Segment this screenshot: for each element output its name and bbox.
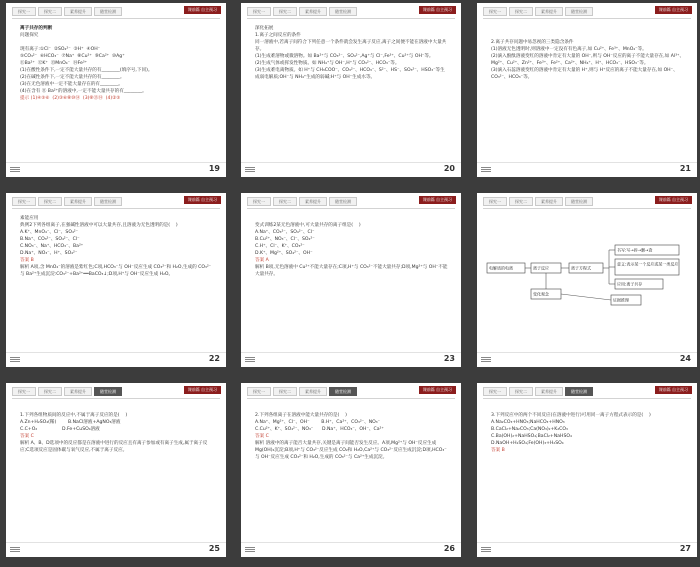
page-number: 26 [443,544,455,553]
content-line: (3)滴入石蕊溶液变红的溶液中肯定有大量的 H⁺,则与 H⁺反应的离子不能大量存在,如 OH⁻、CO₃²⁻、HCO₃⁻等。 [491,68,678,80]
content-line: 3.下列反应中的两个不同反应(在溶液中进行)可用同一离子方程式表示的是( ) [491,413,651,418]
content-line: (4)在含有 ⑪ Ba²⁺的溶液中,一定不能大量共存的有________。 [20,89,147,94]
content-line: 解析 B项,无色溶液中 Cu²⁺不能大量存在;C项,H⁺与 CO₃²⁻不能大量共存;D项,Mg²⁺与 OH⁻不能大量共存。 [255,265,448,277]
content-line: 同一溶液中,若离子间符合下列任意一个条件就会发生离子反应,离子之间便不能在溶液中大量共存。 [255,40,447,52]
slide-thumbnail[interactable] [6,383,226,557]
tab-0[interactable]: 探究一 [12,197,36,206]
content-line: 素能应用 [20,216,39,221]
tab-3[interactable]: 随堂检测 [565,7,593,16]
slide-footer [477,542,697,557]
tab-1[interactable]: 探究二 [273,7,297,16]
tab-1[interactable]: 探究二 [38,197,62,206]
content-line: 解析 A项,含 MnO₄⁻的溶液是紫红色;C项,HCO₃⁻与 OH⁻反应生成 CO₃²⁻和 H₂O,生成的 CO₃²⁻与 Ba²⁺生成沉淀:CO₃²⁻+Ba²⁺══BaCO₃↓;D项,H⁺与 OH⁻反应生成 H₂O。 [20,265,212,277]
tab-2[interactable]: 素养提升 [535,7,563,16]
menu-icon[interactable] [10,546,20,553]
slide-nav-tabs [483,387,593,396]
content-line: (2)在碱性条件下,一定不能大量共存的有________。 [20,75,125,80]
page-number: 20 [443,164,455,173]
content-line: 深化拓展 [255,26,274,31]
concept-node-label: 离子反应 [533,265,549,271]
tab-1[interactable]: 探究二 [509,7,533,16]
content-line: C.Ba(OH)₂+NaHSO₄;BaCl₂+NaHSO₄ [491,434,572,439]
content-line: A.Na⁺、Mg²⁺、Cl⁻、OH⁻ B.H⁺、Ca²⁺、CO₃²⁻、NO₃⁻ [255,420,381,425]
divider [247,398,455,399]
menu-icon[interactable] [481,546,491,553]
divider [483,398,691,399]
content-line: B.Cu²⁺、NO₃⁻、Cl⁻、SO₄²⁻ [255,237,315,242]
content-line: (3)在无色溶液中一定不能大量存在的有________。 [20,82,123,87]
content-line: C.H⁺、Cl⁻、K⁺、CO₃²⁻ [255,244,305,249]
slide-footer [6,542,226,557]
concept-node-label: 离子方程式 [571,265,591,271]
content-line: A.Zn+H₂SO₄(稀) B.NaCl溶液+AgNO₃溶液 [20,420,121,425]
tab-0[interactable]: 探究一 [483,7,507,16]
content-line: D.NaOH+H₂SO₄;Fe(OH)₃+H₂SO₄ [491,441,564,446]
slide-content [255,25,449,159]
slide-content [255,405,449,539]
content-line: (1)在酸性条件下,一定不能大量共存的有________(填序号,下同)。 [20,68,153,73]
content-line: B.CaCl₂+Na₂CO₃;Ca(NO₃)₂+K₂CO₃ [491,427,568,432]
slide-content [20,215,214,349]
section-badge: 课前篇 自主预习 [655,386,692,394]
slide-thumbnail[interactable] [6,193,226,367]
content-line: (2)滴入酚酞溶液变红的溶液中肯定有大量的 OH⁻,则与 OH⁻反应的离子不能大量存在,如 Al³⁺、Mg²⁺、Cu²⁺、Zn²⁺、Fe³⁺、Fe²⁺、Ca²⁺、NH₄⁺、H⁺、HCO₃⁻、HSO₃⁻等。 [491,54,685,66]
slide-thumbnail[interactable] [241,193,461,367]
page-number: 22 [208,354,220,363]
content-line: 答案 C [20,434,34,439]
slide-footer [6,162,226,177]
tab-2[interactable]: 素养提升 [299,387,327,396]
slide-content [255,215,449,349]
content-line: 答案 C [255,434,269,439]
concept-node [615,279,663,289]
tab-2[interactable]: 素养提升 [299,197,327,206]
slide-nav-tabs [247,197,357,206]
slide-footer [477,352,697,367]
concept-node-label: 证据推理 [613,297,629,303]
tab-1[interactable]: 探究二 [509,197,533,206]
tab-0[interactable]: 探究一 [247,197,271,206]
tab-3[interactable]: 随堂检测 [329,387,357,396]
content-line: C.NO₃⁻、Na⁺、HCO₃⁻、Ba²⁺ [20,244,84,249]
slide-nav-tabs [483,7,593,16]
tab-0[interactable]: 探究一 [12,7,36,16]
tab-1[interactable]: 探究二 [273,387,297,396]
tab-1[interactable]: 探究二 [38,7,62,16]
slide-nav-tabs [12,7,122,16]
section-badge: 课前篇 自主预习 [655,196,692,204]
page-number: 27 [679,544,691,553]
divider [247,208,455,209]
content-line: 变式训练2某无色溶液中,可大量共存的离子组是( ) [255,223,361,228]
section-badge: 课前篇 自主预习 [655,6,692,14]
section-badge: 课前篇 自主预习 [419,196,456,204]
divider [12,18,220,19]
tab-3[interactable]: 随堂检测 [94,7,122,16]
content-line: 1.下列各组物质间的反应中,不属于离子反应的是( ) [20,413,128,418]
content-line: (2)生成气体或挥发性物质。如 NH₄⁺与 OH⁻,H⁺与 CO₃²⁻、HCO₃⁻等。 [255,61,400,66]
tab-3[interactable]: 随堂检测 [565,197,593,206]
slide-footer [241,352,461,367]
content-line: A.K⁺、MnO₄⁻、Cl⁻、SO₄²⁻ [20,230,79,235]
slide-thumbnail[interactable] [241,3,461,177]
slide-thumbnail[interactable] [241,383,461,557]
section-badge: 课前篇 自主预习 [419,386,456,394]
concept-node-label: 变化观念 [533,291,549,297]
content-line: 离子共存的判断 [20,26,53,31]
menu-icon[interactable] [481,166,491,173]
menu-icon[interactable] [10,356,20,363]
divider [247,18,455,19]
content-line: 答案 B [20,258,34,263]
concept-node [531,289,561,299]
content-line [491,32,685,39]
content-line: 解析 溶液中的离子能否大量共存,关键是离子间能否发生反应。A项,Mg²⁺与 OH⁻反应生成 Mg(OH)₂沉淀;B项,H⁺与 CO₃²⁻反应生成 CO₂和 H₂O,Ca²⁺与 CO₃²⁻反应生成沉淀;D项,HCO₃⁻与 OH⁻反应生成 CO₃²⁻和 H₂O,生成的 CO₃²⁻与 Ca²⁺生成沉淀。 [255,441,447,460]
menu-icon[interactable] [481,356,491,363]
slide-footer [241,542,461,557]
tab-3[interactable]: 随堂检测 [329,7,357,16]
concept-node [487,263,525,273]
divider [483,18,691,19]
concept-node [569,263,603,273]
content-line: 解析 A、B、D选项中的反应都是在溶液中进行的反应且有离子参加或有离子生成,属于离子反应;C选项反应是固体碳与氧气反应,不属于离子反应。 [20,441,208,453]
concept-node [615,259,679,275]
tab-2[interactable]: 素养提升 [535,387,563,396]
section-badge: 课前篇 自主预习 [184,386,221,394]
concept-map [477,193,697,367]
tab-0[interactable]: 探究一 [483,197,507,206]
slide-footer [477,162,697,177]
tab-0[interactable]: 探究一 [12,387,36,396]
content-line: A.Na₂CO₃+HNO₃;NaHCO₃+HNO₃ [491,420,565,425]
tab-3[interactable]: 随堂检测 [565,387,593,396]
concept-node-label: 书写:写→拆→删→查 [617,247,653,253]
tab-0[interactable]: 探究一 [483,387,507,396]
slide-nav-tabs [247,387,357,396]
content-line: (1)溶液无色透明时,则溶液中一定没有有色离子,如 Cu²⁺、Fe³⁺、MnO₄⁻等。 [491,47,647,52]
content-line: B.Na⁺、CO₃²⁻、SO₄²⁻、Cl⁻ [20,237,80,242]
content-line: (1)生成难溶物或微溶物。如 Ba²⁺与 CO₃²⁻、SO₄²⁻,Ag⁺与 Cl⁻,Fe³⁺、Cu²⁺与 OH⁻等。 [255,54,434,59]
page-number: 23 [443,354,455,363]
content-line: ⑤CO₃²⁻ ⑥HCO₃⁻ ⑦Na⁺ ⑧Cu²⁺ ⑨Ca²⁺ ⑩Ag⁺ [20,54,125,59]
content-line [20,39,214,46]
content-line: 典例2下列各组离子,在强碱性溶液中可以大量共存,且溶液为无色透明的是( ) [20,223,178,228]
tab-1[interactable]: 探究二 [273,197,297,206]
slide-footer [6,352,226,367]
concept-node-label: 意义:表示某一个反应或某一类反应 [617,261,679,267]
slide-nav-tabs [12,387,122,396]
slide-content [20,405,214,539]
content-line: D.K⁺、Mg²⁺、SO₄²⁻、OH⁻ [255,251,313,256]
menu-icon[interactable] [245,166,255,173]
content-line [491,405,685,412]
content-line: 1.离子之间反应的条件 [255,33,301,38]
content-line [20,405,214,412]
tab-0[interactable]: 探究一 [247,7,271,16]
tab-1[interactable]: 探究二 [509,387,533,396]
slide-nav-tabs [12,197,122,206]
divider [12,208,220,209]
page-number: 24 [679,354,691,363]
content-line: D.Na⁺、NO₃⁻、H⁺、SO₄²⁻ [20,251,78,256]
tab-2[interactable]: 素养提升 [299,7,327,16]
content-line: 2.离子共存问题中易忽视的三类隐含条件 [491,40,574,45]
concept-node-label: 电解质的电离 [489,265,513,271]
slide-nav-tabs [247,7,357,16]
section-badge: 课前篇 自主预习 [184,196,221,204]
menu-icon[interactable] [245,546,255,553]
tab-2[interactable]: 素养提升 [64,7,92,16]
slide-content [491,405,685,539]
tab-0[interactable]: 探究一 [247,387,271,396]
content-line [255,405,449,412]
content-line: 现有离子:①Cl⁻ ②SO₄²⁻ ③H⁺ ④OH⁻ [20,47,101,52]
content-line [491,25,685,32]
slide-content [491,25,685,159]
connector-line [561,294,611,300]
tab-2[interactable]: 素养提升 [64,197,92,206]
slide-thumbnail[interactable] [477,3,697,177]
content-line [255,215,449,222]
section-badge: 课前篇 自主预习 [184,6,221,14]
tab-2[interactable]: 素养提升 [535,197,563,206]
slide-thumbnail[interactable] [6,3,226,177]
divider [12,398,220,399]
tab-3[interactable]: 随堂检测 [94,197,122,206]
content-line: 提示 (1)④⑤⑥ (2)③⑥⑧⑩⑭ (3)⑧⑬⑭ (4)②⑤ [20,96,121,101]
slide-footer [241,162,461,177]
content-line: 2.下列各组离子在溶液中能大量共存的是( ) [255,413,347,418]
tab-3[interactable]: 随堂检测 [94,387,122,396]
content-line: 问题探究 [20,33,39,38]
concept-node [611,295,641,305]
content-line: C.Cu²⁺、K⁺、SO₄²⁻、NO₃⁻ D.Na⁺、HCO₃⁻、OH⁻、Ca²⁺ [255,427,384,432]
page-number: 19 [208,164,220,173]
concept-node-label: 应用:离子共存 [617,281,643,287]
content-line: ⑪Ba²⁺ ⑫K⁺ ⑬MnO₄⁻ ⑭Fe³⁺ [20,61,88,66]
tab-1[interactable]: 探究二 [38,387,62,396]
concept-node [615,245,679,255]
content-line: A.Na⁺、CO₃²⁻、SO₄²⁻、Cl⁻ [255,230,315,235]
slide-thumbnail[interactable] [477,193,697,367]
tab-3[interactable]: 随堂检测 [329,197,357,206]
page-number: 25 [208,544,220,553]
content-line: 答案 B [491,448,505,453]
content-line: (3)生成难电离物质。如 H⁺与 CH₃COO⁻、CO₃²⁻、HCO₃⁻、S²⁻、HS⁻、SO₃²⁻、HSO₃⁻等生成弱电解质;OH⁻与 NH₄⁺生成的弱碱;H⁺与 OH⁻生成水等。 [255,68,445,80]
menu-icon[interactable] [245,356,255,363]
content-line: 答案 A [255,258,269,263]
tab-2[interactable]: 素养提升 [64,387,92,396]
section-badge: 课前篇 自主预习 [419,6,456,14]
slide-thumbnail[interactable] [477,383,697,557]
page-number: 21 [679,164,691,173]
slide-content [20,25,214,159]
menu-icon[interactable] [10,166,20,173]
concept-node [531,263,561,273]
content-line: C.C+O₂ D.Fe+CuSO₄溶液 [20,427,100,432]
